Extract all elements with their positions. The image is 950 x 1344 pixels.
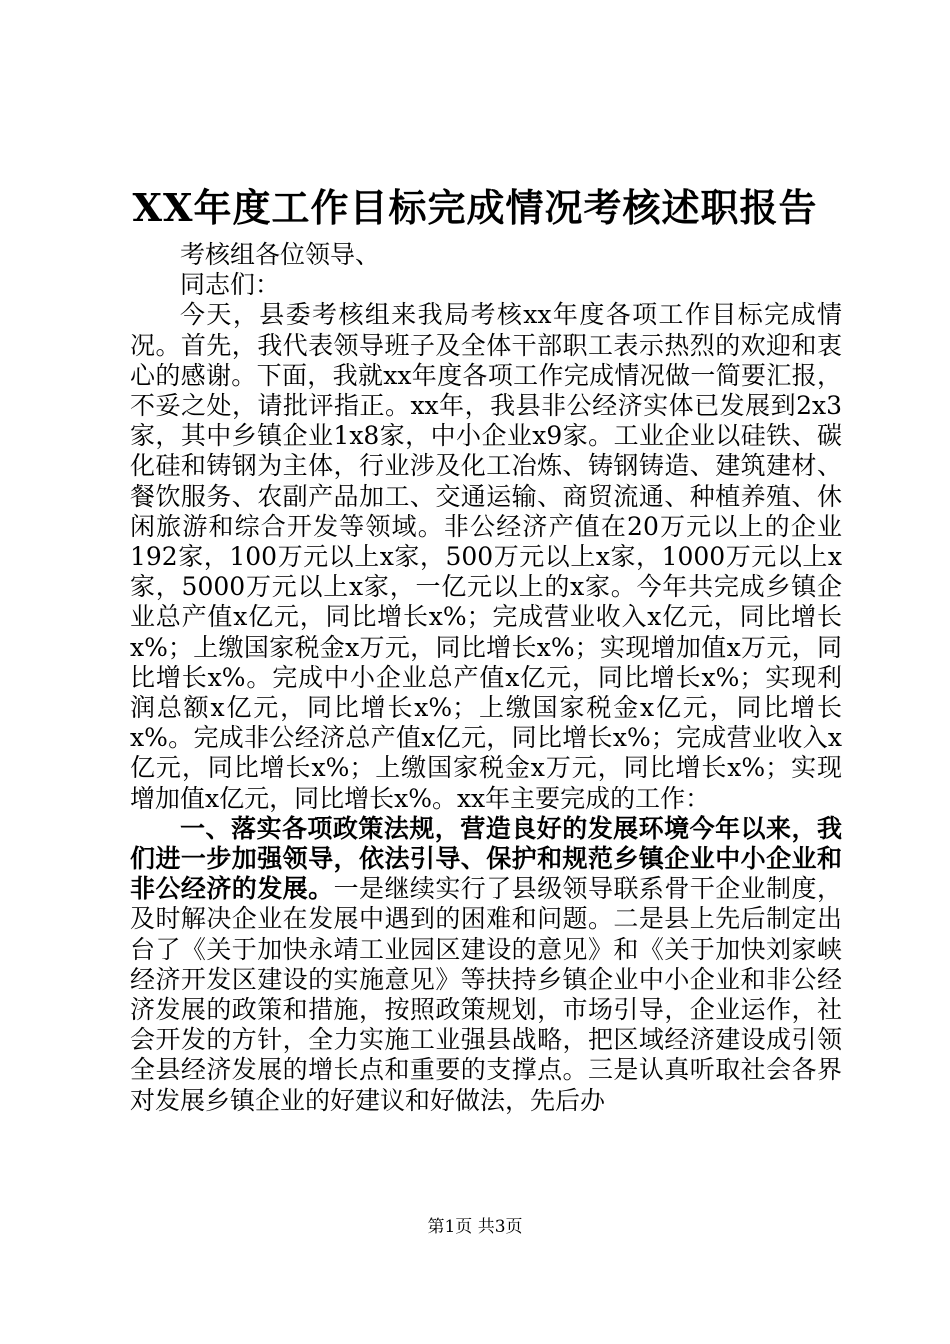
page-indicator: 第1页 共3页 bbox=[427, 1217, 523, 1237]
document-title: XX年度工作目标完成情况考核述职报告 bbox=[132, 185, 818, 230]
paragraph-2-body: 一是继续实行了县级领导联系骨干企业制度，及时解决企业在发展中遇到的困难和问题。二是县上先后制定出台了《关于加快永靖工业园区建设的意见》和《关于加快刘家峡经济开发区建设的实施意见》等扶持乡镇企业中小企业和非公经济发展的政策和措施，按照政策规划，市场引导，企业运作，社会开发的方针，全力实施工业强县战略，把区域经济建设成引领全县经济发展的增长点和重要的支撑点。三是认真听取社会各界对发展乡镇企业的好建议和好做法，先后办 bbox=[130, 874, 842, 1115]
salutation-line-2: 同志们： bbox=[180, 270, 281, 300]
paragraph-2-heading: 一、落实各项政策法规，营造良好的发展环境今年以来，我们进一步加强领导，依法引导、保护和规范乡镇企业中小企业和非公经济的发展。 bbox=[130, 813, 842, 904]
document-body bbox=[130, 240, 842, 1116]
paragraph-1: 今天，县委考核组来我局考核xx年度各项工作目标完成情况。首先，我代表领导班子及全体干部职工表示热烈的欢迎和衷心的感谢。下面，我就xx年度各项工作完成情况做一简要汇报，不妥之处，请批评指正。xx年，我县非公经济实体已发展到2x3家，其中乡镇企业1x8家，中小企业x9家。工业企业以硅铁、碳化硅和铸钢为主体，行业涉及化工冶炼、铸钢铸造、建筑建材、餐饮服务、农副产品加工、交通运输、商贸流通、种植养殖、休闲旅游和综合开发等领域。非公经济产值在20万元以上的企业192家，100万元以上x家，500万元以上x家，1000万元以上x家，5000万元以上x家，一亿元以上的x家。今年共完成乡镇企业总产值x亿元，同比增长x%；完成营业收入x亿元，同比增长x%；上缴国家税金x万元，同比增长x%；实现增加值x万元，同比增长x%。完成中小企业总产值x亿元，同比增长x%；实现利润总额x亿元，同比增长x%；上缴国家税金x亿元，同比增长x%。完成非公经济总产值x亿元，同比增长x%；完成营业收入x亿元，同比增长x%；上缴国家税金x万元，同比增长x%；实现增加值x亿元，同比增长x%。xx年主要完成的工作： bbox=[130, 300, 842, 813]
salutation-line-1: 考核组各位领导、 bbox=[180, 240, 381, 269]
paragraph-2 bbox=[130, 814, 842, 1116]
